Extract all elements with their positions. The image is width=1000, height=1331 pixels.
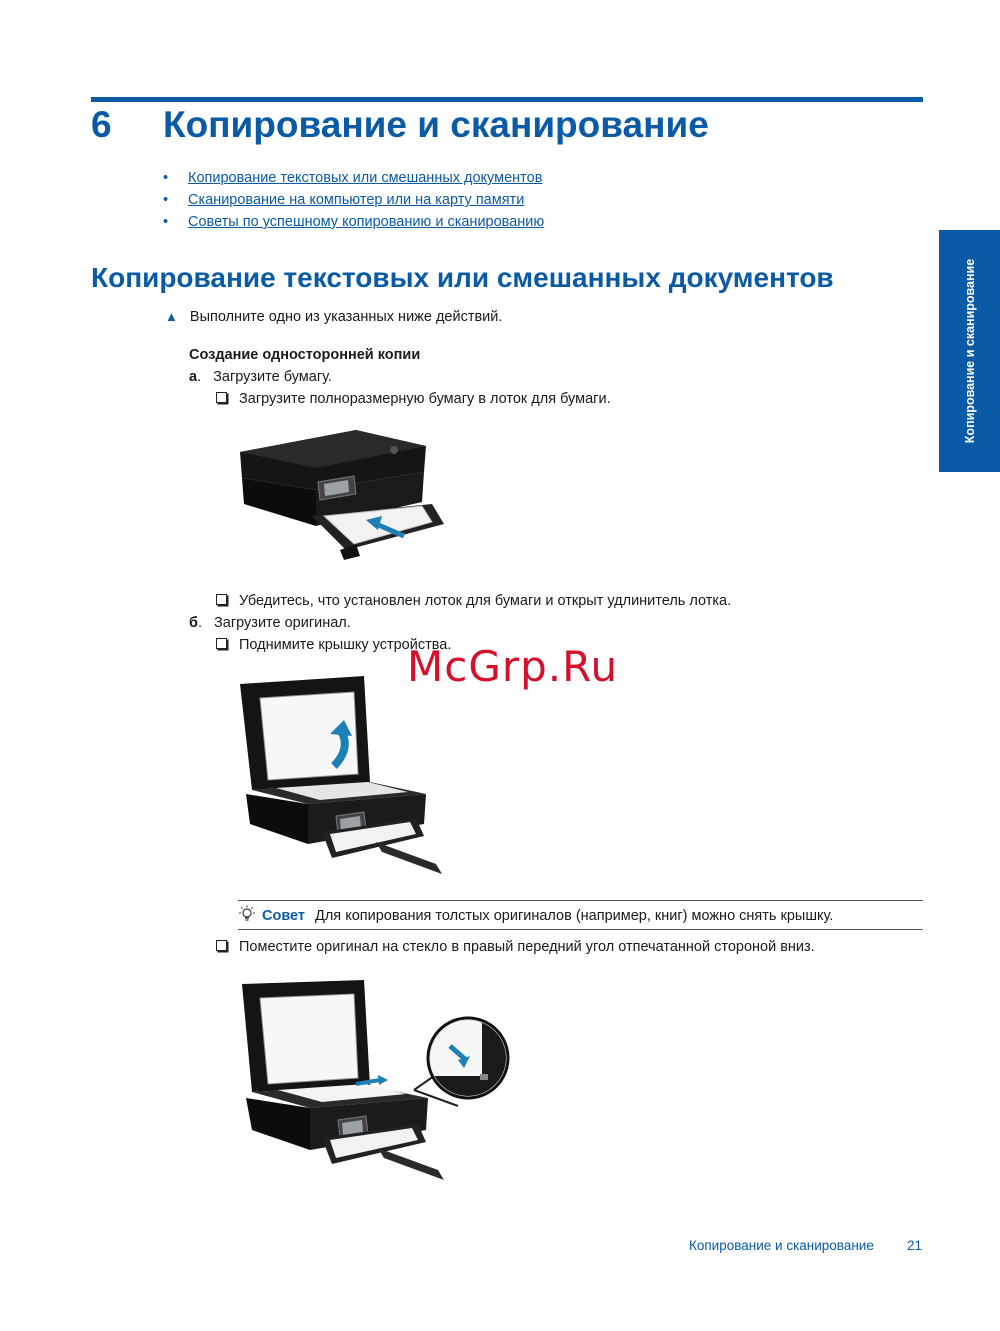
toc-item xyxy=(163,168,544,190)
footer-section: Копирование и сканирование xyxy=(689,1238,874,1253)
toc-item xyxy=(163,190,544,212)
tip-line xyxy=(238,905,833,926)
triangle-bullet-icon: ▲ xyxy=(165,309,178,324)
toc-link-tips[interactable]: Советы по успешному копированию и сканированию xyxy=(188,214,545,230)
toc-link-scan[interactable]: Сканирование на компьютер или на карту памяти xyxy=(188,192,525,208)
step-a-1 xyxy=(216,389,611,409)
lightbulb-icon xyxy=(238,905,256,923)
section-title: Копирование текстовых или смешанных документов xyxy=(91,262,834,293)
checkbox-bullet-icon xyxy=(216,392,227,403)
tip-top-rule xyxy=(238,900,923,901)
step-a-text: Загрузите бумагу. xyxy=(213,369,332,385)
checkbox-bullet-icon xyxy=(216,594,227,605)
chapter-toc xyxy=(163,168,544,234)
step-b-1-text: Поднимите крышку устройства. xyxy=(239,637,452,653)
chapter-side-tab xyxy=(939,230,1000,472)
instruction-line xyxy=(165,307,502,327)
checkbox-bullet-icon xyxy=(216,940,227,951)
step-b-text: Загрузите оригинал. xyxy=(214,615,351,631)
step-b: б. Загрузите оригинал. xyxy=(189,615,351,631)
subheading: Создание односторонней копии xyxy=(189,347,421,363)
step-b-2-text: Поместите оригинал на стекло в правый передний угол отпечатанной стороной вниз. xyxy=(239,939,815,955)
chapter-top-rule xyxy=(91,97,923,102)
step-a-2-text: Убедитесь, что установлен лоток для бумаги и открыт удлинитель лотка. xyxy=(239,593,732,609)
step-a-2 xyxy=(216,591,731,611)
toc-link-copy[interactable]: Копирование текстовых или смешанных документов xyxy=(188,170,543,186)
step-a-1-text: Загрузите полноразмерную бумагу в лоток для бумаги. xyxy=(239,391,611,407)
printer-place-original-illustration xyxy=(238,980,512,1184)
toc-bullet: • xyxy=(163,192,169,208)
footer-page-number: 21 xyxy=(907,1238,923,1253)
tip-text: Для копирования толстых оригиналов (например, книг) можно снять крышку. xyxy=(315,908,834,924)
tip-bottom-rule xyxy=(238,929,923,930)
step-b-2 xyxy=(216,937,815,957)
printer-paper-tray-illustration xyxy=(236,428,450,560)
chapter-title: Копирование и сканирование xyxy=(163,104,709,145)
toc-item xyxy=(163,212,544,234)
watermark-text: McGrp.Ru xyxy=(407,642,619,691)
instruction-text: Выполните одно из указанных ниже действий. xyxy=(189,309,503,325)
checkbox-bullet-icon xyxy=(216,638,227,649)
chapter-number: 6 xyxy=(91,104,112,145)
step-a: а. Загрузите бумагу. xyxy=(189,369,332,385)
toc-bullet: • xyxy=(163,214,169,230)
toc-bullet: • xyxy=(163,170,169,186)
printer-lid-open-illustration xyxy=(236,674,448,876)
tip-label: Совет xyxy=(262,908,306,924)
step-b-marker: б xyxy=(189,615,198,631)
side-tab-label: Копирование и сканирование xyxy=(962,258,977,444)
step-a-marker: а xyxy=(189,369,198,385)
